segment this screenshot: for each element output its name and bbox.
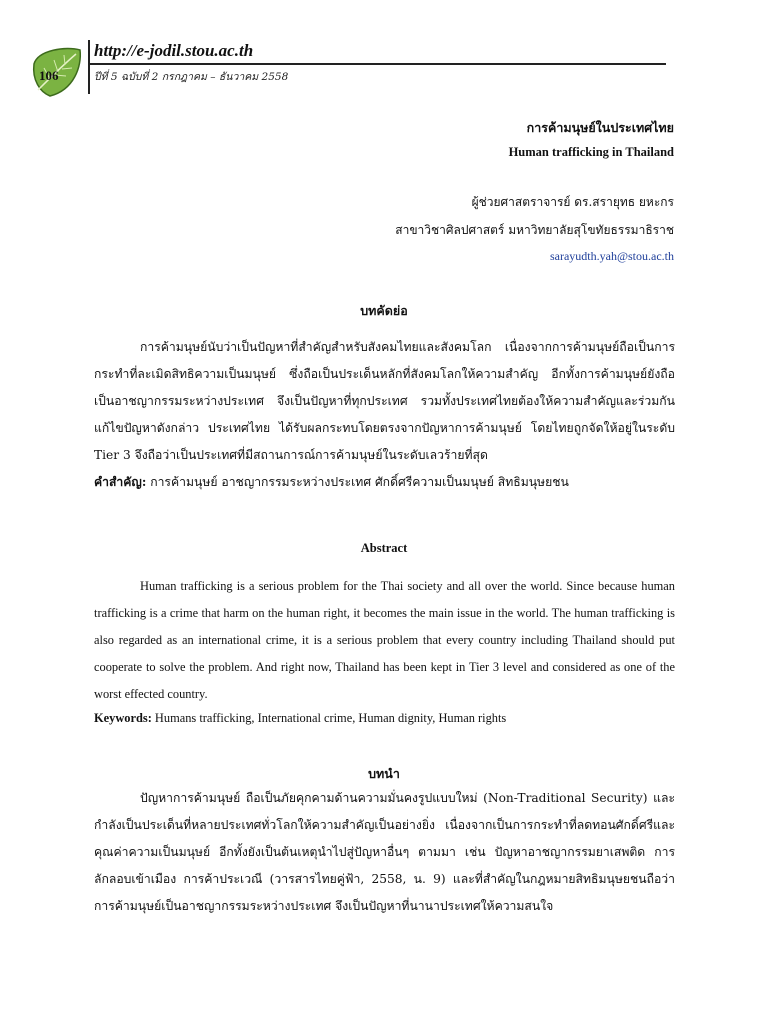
header-rule [90, 63, 666, 65]
introduction-body: ปัญหาการค้ามนุษย์ ถือเป็นภัยคุกคามด้านความมั่นคงรูปแบบใหม่ (Non-Traditional Security) และกำลังเป็นประเด็นที่หลายประเทศทั่วโลกให้ความสำคัญเป็นอย่างยิ่ง เนื่องจากเป็นการกระทำที่ลดทอนศักดิ์ศรีและคุณค่าความเป็นมนุษย์ อีกทั้งยังเป็นต้นเหตุนำไปสู่ปัญหาอื่นๆ ตามมา เช่น ปัญหาอาชญากรรมยาเสพติด การลักลอบเข้าเมือง การค้าประเวณี (วารสารไทยคู่ฟ้า, 2558, น. 9) และที่สำคัญในกฎหมายสิทธิมนุษยชนถือว่าการค้ามนุษย์เป็นอาชญากรรมระหว่างประเทศ จึงเป็นปัญหาที่นานาประเทศให้ความสนใจ [94, 791, 675, 913]
author-name: ผู้ช่วยศาสตราจารย์ ดร.สรายุทธ ยหะกร [471, 195, 674, 209]
keywords-thai [94, 469, 675, 496]
abstract-thai-body: การค้ามนุษย์นับว่าเป็นปัญหาที่สำคัญสำหรับสังคมไทยและสังคมโลก เนื่องจากการค้ามนุษย์ถือเป็นการกระทำที่ละเมิดสิทธิความเป็นมนุษย์ ซึ่งถือเป็นประเด็นหลักที่สังคมโลกให้ความสำคัญ อีกทั้งการค้ามนุษย์ยังถือเป็นอาชญากรรมระหว่างประเทศ จึงเป็นปัญหาที่ทุกประเทศ รวมทั้งประเทศไทยต้องให้ความสำคัญและร่วมกันแก้ไขปัญหาดังกล่าว ประเทศไทย ได้รับผลกระทบโดยตรงจากปัญหาการค้ามนุษย์ โดยไทยถูกจัดให้อยู่ในระดับ Tier 3 จึงถือว่าเป็นประเทศที่มีสถานการณ์การค้ามนุษย์ในระดับเลวร้ายที่สุด [94, 340, 675, 462]
keywords-thai-values: การค้ามนุษย์ อาชญากรรมระหว่างประเทศ ศักดิ์ศรีความเป็นมนุษย์ สิทธิมนุษยชน [146, 475, 569, 489]
journal-url[interactable]: http://e-jodil.stou.ac.th [94, 41, 254, 60]
keywords-english-label: Keywords: [94, 711, 152, 725]
author-email[interactable]: sarayudth.yah@stou.ac.th [549, 249, 674, 263]
abstract-thai-heading: บทคัดย่อ [360, 303, 408, 318]
page-number: 106 [39, 68, 59, 83]
article-title-thai: การค้ามนุษย์ในประเทศไทย [526, 120, 674, 135]
article-title-english: Human trafficking in Thailand [508, 145, 674, 159]
abstract-english-heading: Abstract [360, 541, 408, 555]
journal-issue: ปีที่ 5 ฉบับที่ 2 กรกฎาคม – ธันวาคม 2558 [94, 71, 289, 83]
author-affiliation: สาขาวิชาศิลปศาสตร์ มหาวิทยาลัยสุโขทัยธรรมาธิราช [395, 223, 674, 237]
keywords-thai-label: คำสำคัญ: [94, 475, 147, 489]
introduction-heading: บทนำ [368, 766, 400, 781]
keywords-english-values: Humans trafficking, International crime, Human dignity, Human rights [151, 711, 507, 725]
keywords-english [94, 705, 675, 732]
header-vertical-rule [88, 40, 90, 94]
abstract-english-body: Human trafficking is a serious problem for the Thai society and all over the world. Since because human trafficking is a crime that harm on the human right, it becomes the main issue in the world. The human trafficking is also regarded as an international crime, it is a serious problem that every country including Thailand should put cooperate to solve the problem. And right now, Thailand has been kept in Tier 3 level and considered as one of the worst effected country. [94, 579, 675, 701]
